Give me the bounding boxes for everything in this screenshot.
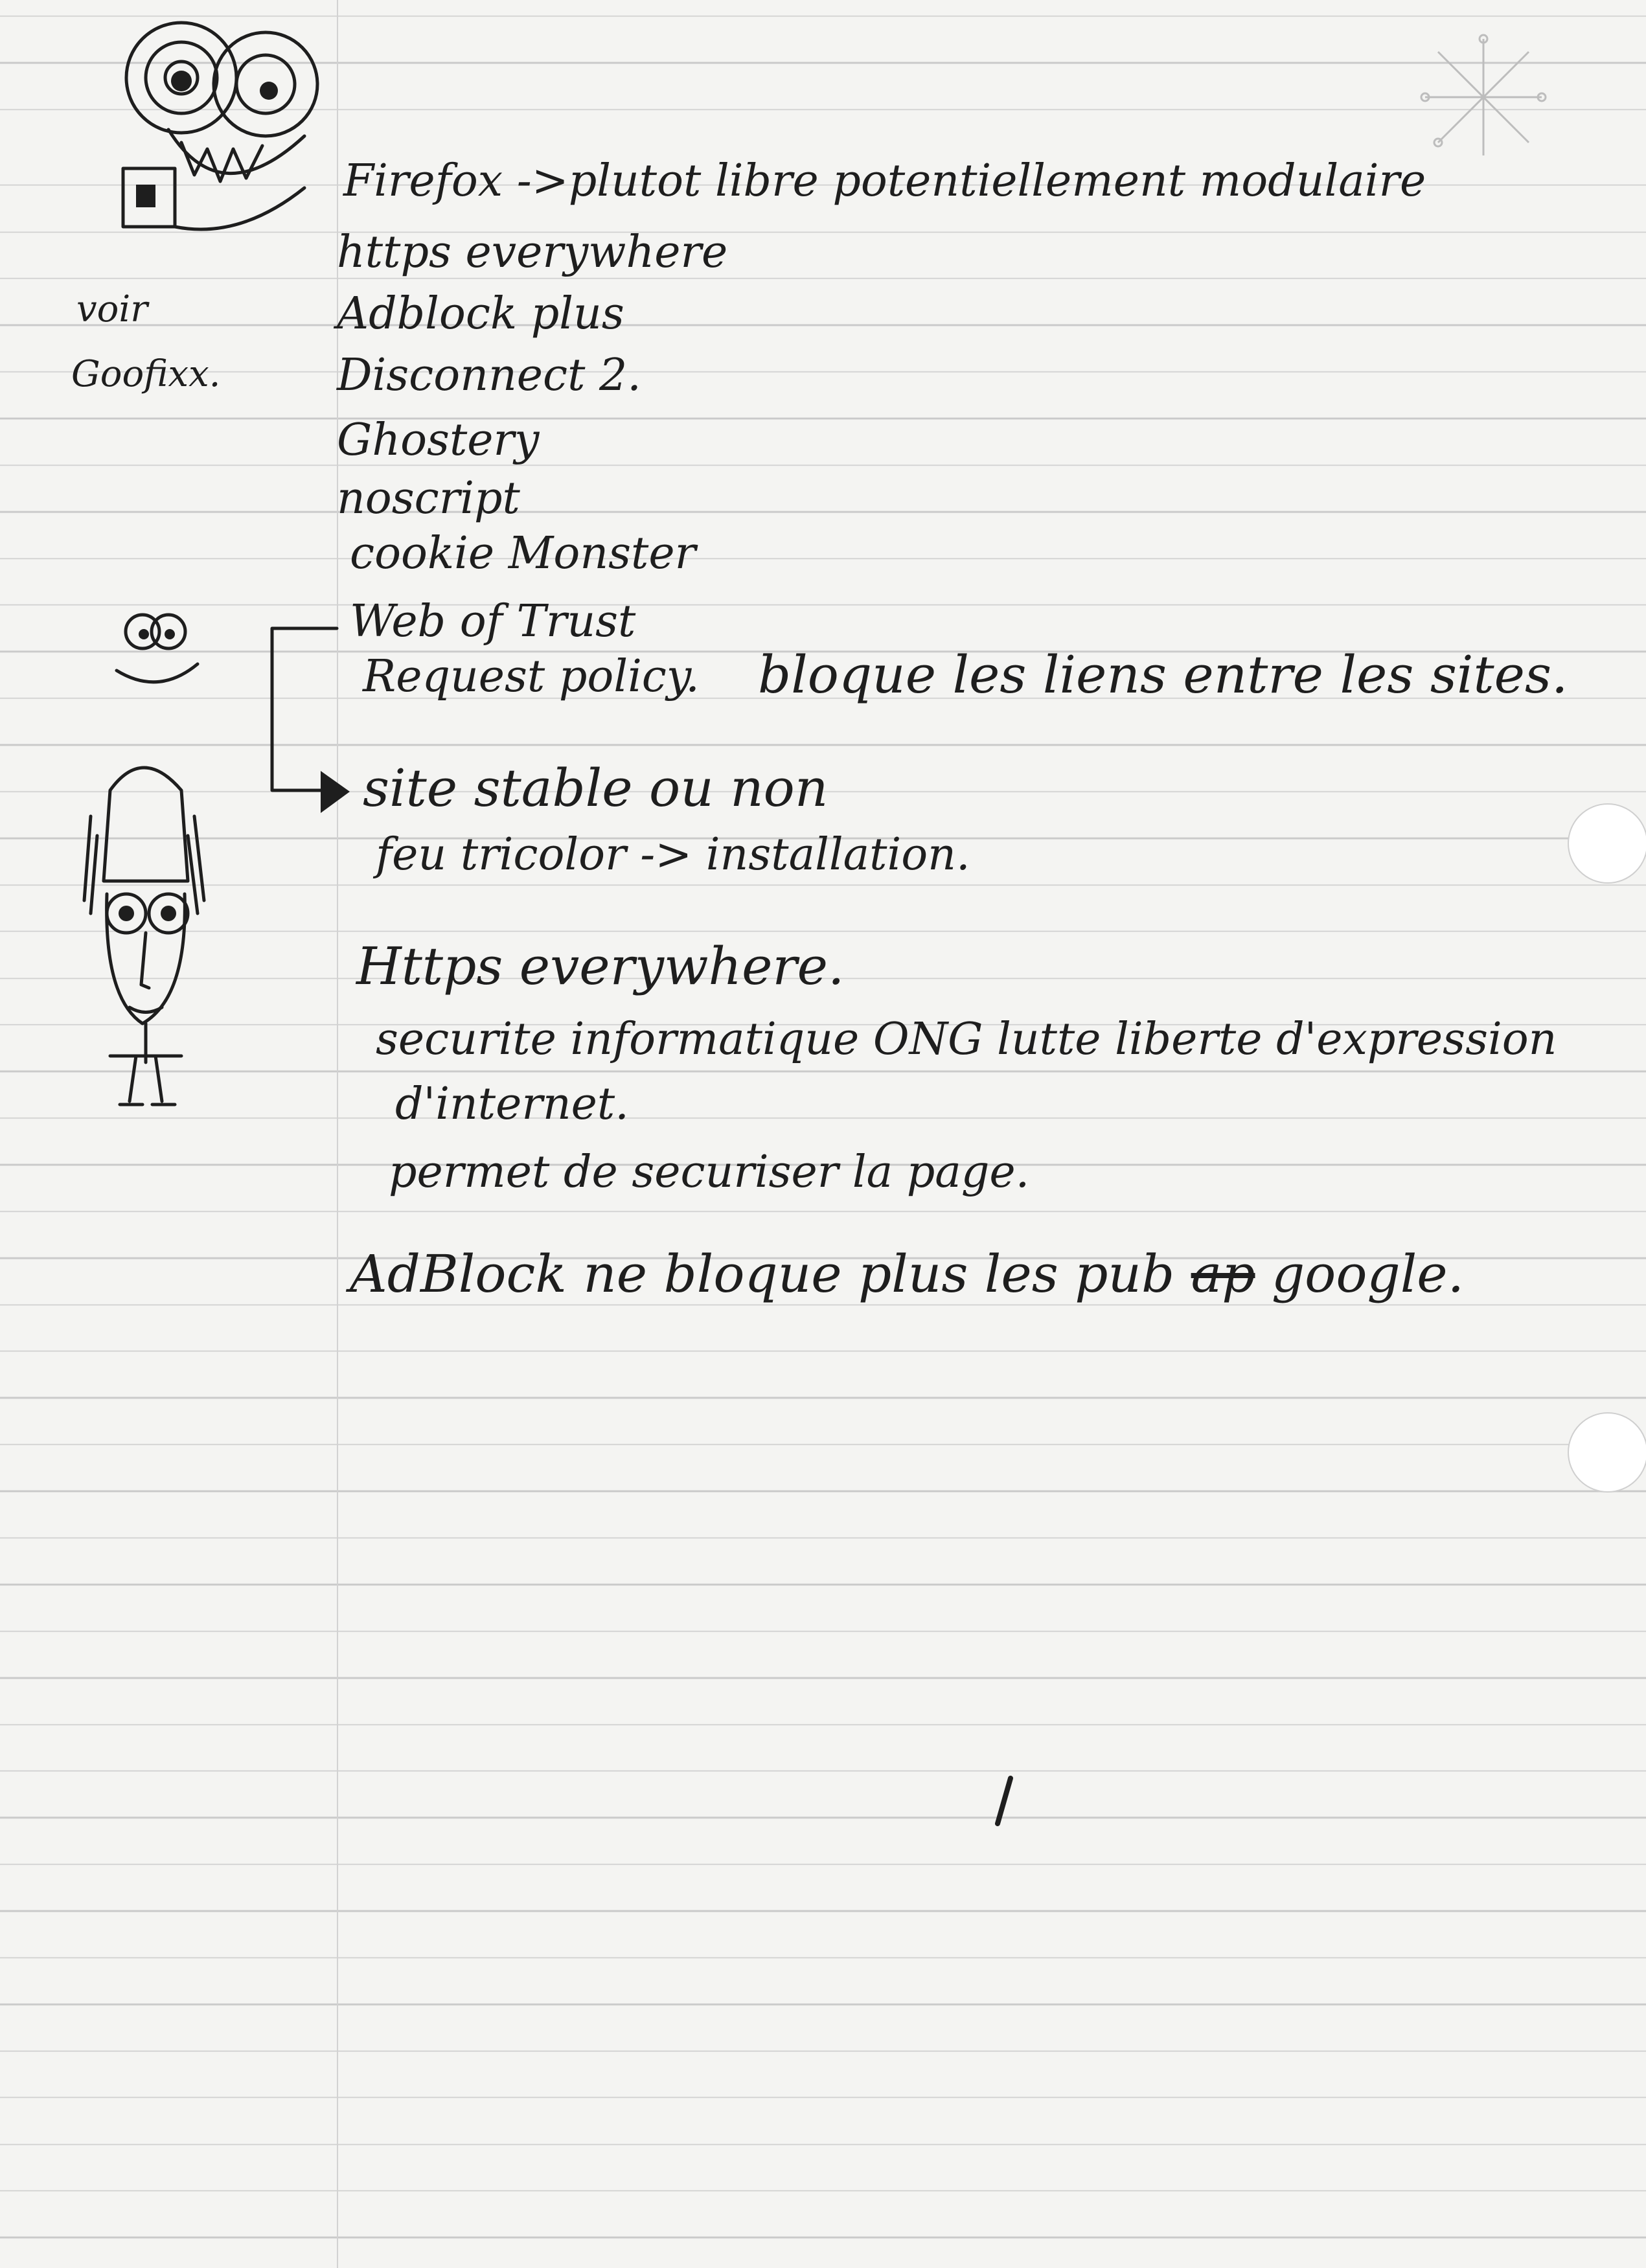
scribble-mark-icon (985, 1775, 1023, 1827)
feu-tricolor-text: feu tricolor -> installation. (376, 829, 970, 880)
bleed-through-text (1425, 168, 1619, 298)
margin-line (337, 0, 338, 2268)
list-item-firefox: Firefox ->plutot libre potentiellement modulaire (343, 155, 1426, 207)
https-desc-line-3: permet de securiser la page. (389, 1147, 1030, 1198)
adblock-note-struck: ap (1191, 1244, 1255, 1304)
adblock-note-main: AdBlock ne bloque plus les pub (350, 1244, 1175, 1304)
punch-hole-bottom (1568, 1412, 1646, 1493)
adblock-note-tail: google. (1271, 1244, 1465, 1304)
margin-note-goofixx: Goofixx. (71, 353, 221, 395)
star-doodle-icon (1419, 32, 1548, 162)
margin-note-voir: voir (76, 288, 148, 330)
list-item-request-policy: Request policy. (363, 651, 700, 702)
list-item-web-of-trust: Web of Trust (350, 596, 636, 647)
adblock-note (350, 1244, 1464, 1304)
list-item-cookie-monster: cookie Monster (350, 528, 696, 579)
site-stable-text: site stable ou non (363, 758, 829, 818)
https-heading: Https everywhere. (356, 936, 845, 996)
bracket-arrow-icon (259, 622, 376, 829)
list-item-noscript: noscript (337, 473, 520, 524)
https-desc-line-1: securite informatique ONG lutte liberte d'expression (376, 1014, 1557, 1065)
doodle-face-icon (110, 19, 343, 240)
https-desc-line-2: d'internet. (395, 1079, 629, 1130)
professor-doodle-icon (65, 751, 220, 1114)
request-policy-note: bloque les liens entre les sites. (758, 645, 1568, 705)
list-item-ghostery: Ghostery (337, 415, 540, 466)
list-item-disconnect: Disconnect 2. (337, 350, 641, 401)
punch-hole-top (1568, 803, 1646, 884)
list-item-https: https everywhere (337, 227, 728, 278)
smiley-icon (110, 606, 214, 696)
list-item-adblock: Adblock plus (337, 288, 624, 339)
